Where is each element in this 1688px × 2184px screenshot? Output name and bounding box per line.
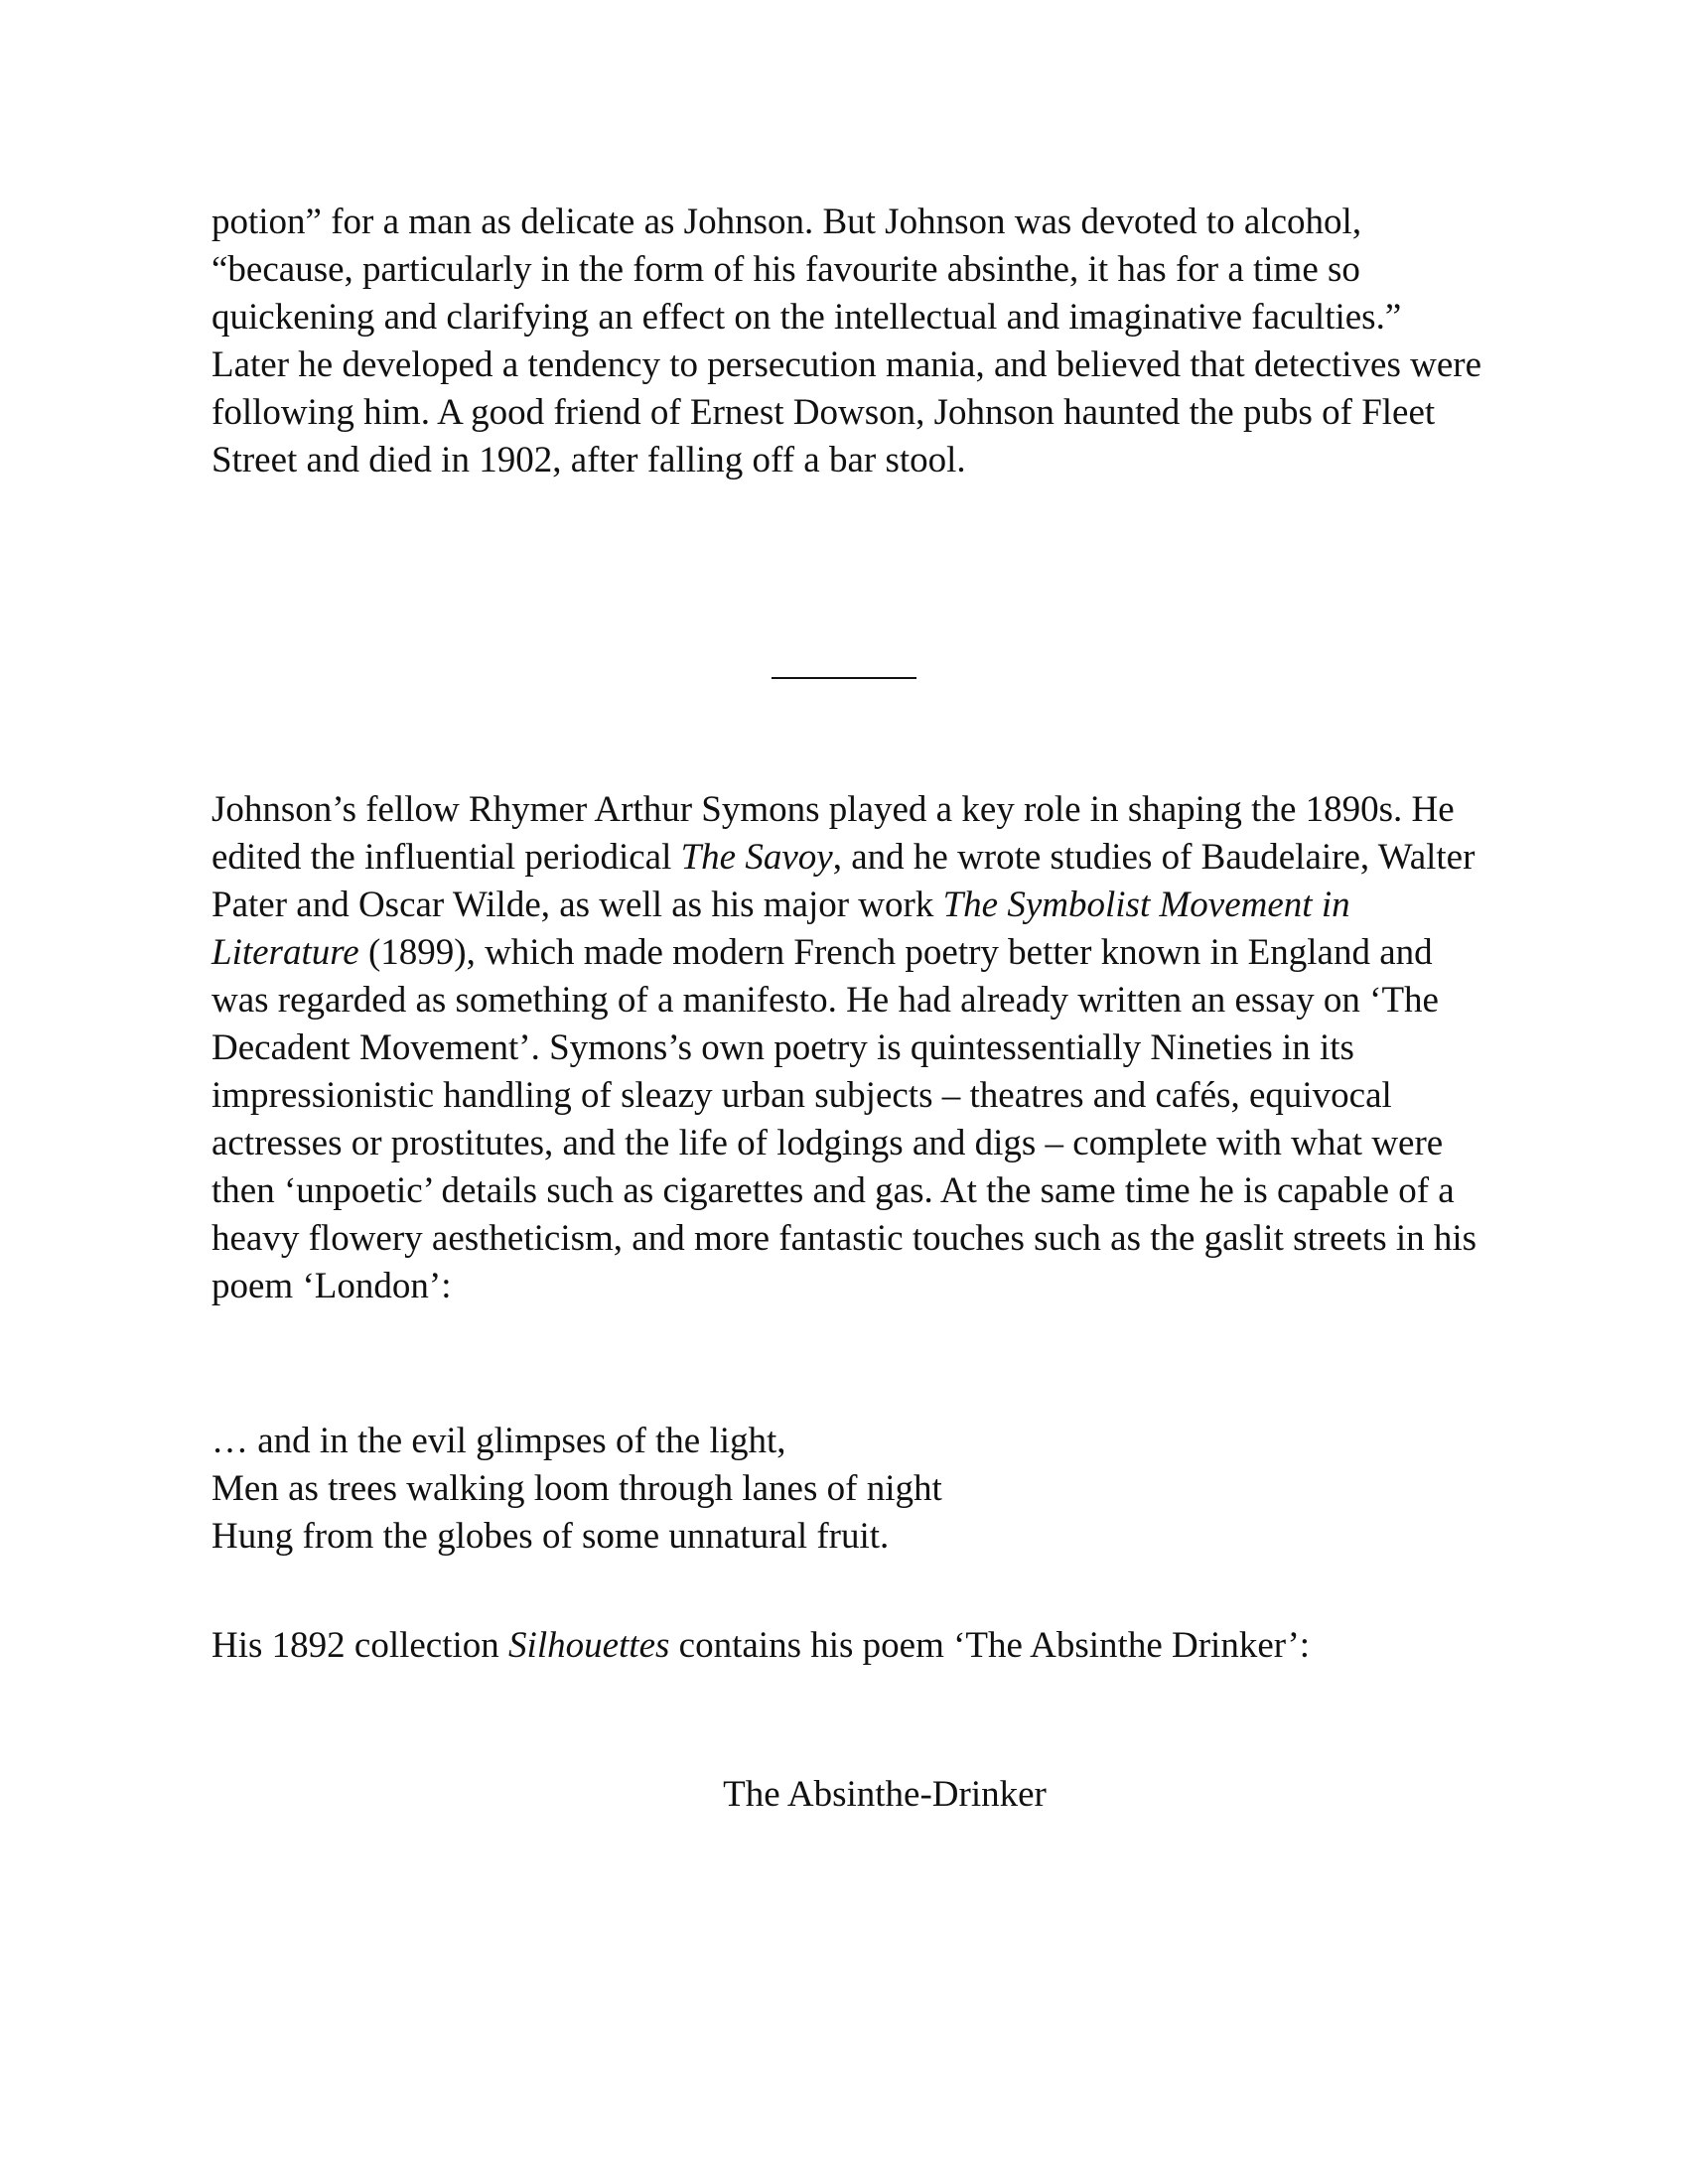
paragraph-2-text-c: (1899), which made modern French poetry better known in England and was regarded as something of a manifesto. He had already written an essay on ‘The Decadent Movement’. Symons’s own poetry is quintessentially Nineties in its impressionistic handling of sleazy urban subjects – theatres and cafés, equivocal actresses or prostitutes, and the life of lodgings and digs – complete with what were then ‘unpoetic’ details such as cigarettes and gas. At the same time he is capable of a heavy flowery aestheticism, and more fantastic touches such as the gaslit streets in his poem ‘London’: bbox=[211, 932, 1477, 1306]
italic-the-savoy: The Savoy bbox=[680, 837, 833, 878]
italic-symbolist-movement: The Symbolist Movement in Literature bbox=[211, 885, 1350, 973]
document-page bbox=[211, 0, 1482, 2184]
verse-quote-london bbox=[211, 1418, 1482, 1561]
verse-line: … and in the evil glimpses of the light, bbox=[211, 1421, 786, 1461]
paragraph-2-text-b: , and he wrote studies of Baudelaire, Walter Pater and Oscar Wilde, as well as his major work bbox=[211, 837, 1476, 925]
verse-line: Men as trees walking loom through lanes of night bbox=[211, 1468, 942, 1509]
italic-silhouettes: Silhouettes bbox=[508, 1625, 670, 1666]
paragraph-symons bbox=[211, 786, 1482, 1310]
section-separator bbox=[772, 677, 916, 679]
paragraph-3-text-b: contains his poem ‘The Absinthe Drinker’: bbox=[669, 1625, 1311, 1666]
paragraph-silhouettes bbox=[211, 1622, 1482, 1670]
poem-title: The Absinthe-Drinker bbox=[723, 1774, 1047, 1815]
paragraph-2-text-a: Johnson’s fellow Rhymer Arthur Symons played a key role in shaping the 1890s. He edited the influential periodical bbox=[211, 789, 1455, 878]
paragraph-johnson-alcohol bbox=[211, 199, 1482, 484]
verse-line: Hung from the globes of some unnatural fruit. bbox=[211, 1516, 890, 1557]
paragraph-3-text-a: His 1892 collection bbox=[211, 1625, 509, 1666]
paragraph-1-text: potion” for a man as delicate as Johnson. But Johnson was devoted to alcohol, “because, particularly in the form of his favourite absinthe, it has for a time so quickening and clarifying an effect on the intellectual and imaginative faculties.” Later he developed a tendency to persecution mania, and believed that detectives were following him. A good friend of Ernest Dowson, Johnson haunted the pubs of Fleet Street and died in 1902, after falling off a bar stool. bbox=[211, 202, 1482, 480]
